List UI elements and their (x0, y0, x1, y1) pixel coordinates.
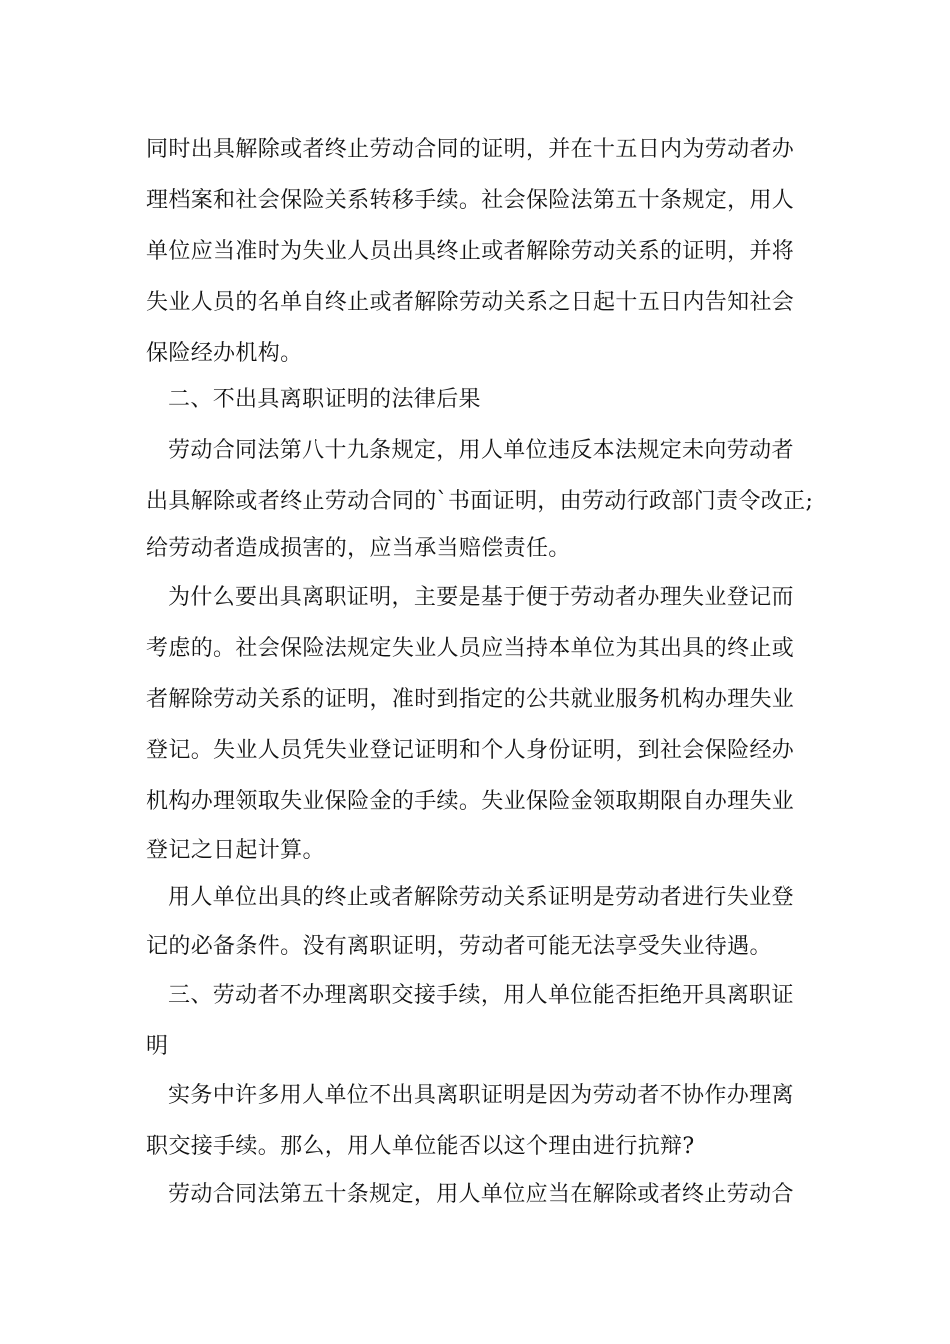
text-line: 劳动合同法第五十条规定，用人单位应当在解除或者终止劳动合 (168, 1182, 794, 1207)
section-heading-2: 二、不出具离职证明的法律后果 (168, 387, 481, 412)
text-line: 用人单位出具的终止或者解除劳动关系证明是劳动者进行失业登 (168, 885, 794, 910)
section-heading-3-continued: 明 (146, 1034, 169, 1059)
text-line: 出具解除或者终止劳动合同的`书面证明，由劳动行政部门责令改正; (146, 489, 814, 514)
text-line: 为什么要出具离职证明，主要是基于便于劳动者办理失业登记而 (168, 585, 794, 610)
text-line: 职交接手续。那么，用人单位能否以这个理由进行抗辩? (146, 1134, 695, 1159)
text-line: 登记之日起计算。 (146, 838, 325, 863)
text-line: 实务中许多用人单位不出具离职证明是因为劳动者不协作办理离 (168, 1083, 794, 1108)
text-line: 登记。失业人员凭失业登记证明和个人身份证明，到社会保险经办 (146, 738, 795, 763)
section-heading-3: 三、劳动者不办理离职交接手续，用人单位能否拒绝开具离职证 (168, 983, 794, 1008)
text-line: 理档案和社会保险关系转移手续。社会保险法第五十条规定，用人 (146, 188, 795, 213)
text-line: 者解除劳动关系的证明，准时到指定的公共就业服务机构办理失业 (146, 687, 795, 712)
text-line: 保险经办机构。 (146, 341, 303, 366)
text-line: 单位应当准时为失业人员出具终止或者解除劳动关系的证明，并将 (146, 239, 795, 264)
text-line: 同时出具解除或者终止劳动合同的证明，并在十五日内为劳动者办 (146, 137, 795, 162)
text-line: 考虑的。社会保险法规定失业人员应当持本单位为其出具的终止或 (146, 636, 795, 661)
text-line: 机构办理领取失业保险金的手续。失业保险金领取期限自办理失业 (146, 789, 795, 814)
text-line: 劳动合同法第八十九条规定，用人单位违反本法规定未向劳动者 (168, 438, 794, 463)
text-line: 给劳动者造成损害的，应当承当赔偿责任。 (146, 536, 571, 561)
text-line: 失业人员的名单自终止或者解除劳动关系之日起十五日内告知社会 (146, 290, 795, 315)
text-line: 记的必备条件。没有离职证明，劳动者可能无法享受失业待遇。 (146, 934, 772, 959)
